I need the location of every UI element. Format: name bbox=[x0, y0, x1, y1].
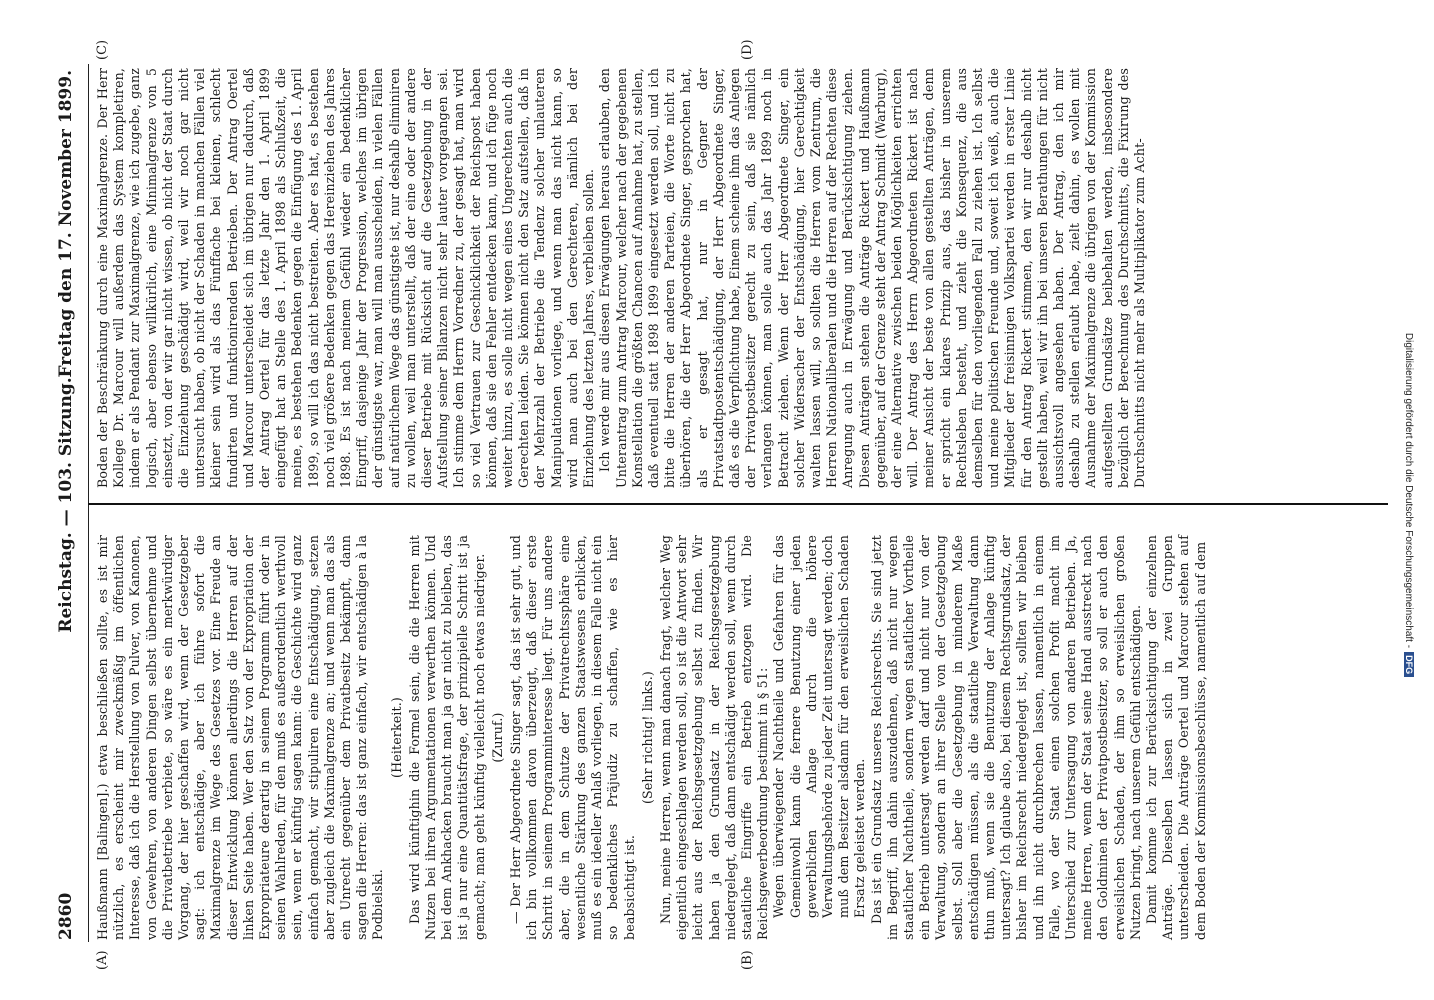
paragraph: — Der Herr Abgeordnete Singer sagt, das ist sehr gut, und ich bin vollkommen davon überzeugt, daß dieser erste Schritt in seinem Programminteresse liegt. Für uns andere aber, die in dem Schutze der Privatrechtssphäre eine wesentliche Stärkung des ganzen Staatswesens erblicken, muß es ein ideeller Anlaß vorliegen, in diesem Falle nicht ein so bedenkliches Präjudiz zu schaffen, wie es hier beabsichtigt ist. bbox=[508, 535, 637, 940]
session-date: Freitag den 17. November 1899. bbox=[56, 70, 76, 378]
page-header bbox=[56, 70, 86, 940]
paragraph: Ich werde mir aus diesen Erwägungen heraus erlauben, den Unterantrag zum Antrag Marcour, welcher nach der gegebenen Konstellation die größten Chancen auf Annahme hat, zu stellen, daß eventuell statt 1898 1899 eingesetzt werden soll, und ich bitte die Herren der anderen Parteien, die Worte nicht zu überhören, die der Herr Abgeordnete Singer, gesprochen hat, als er gesagt hat, nur in Gegner der Privatstadtpostentschädigung, der Herr Abgeordnete Singer, daß es die Verpflichtung habe, Einem scheine ihm das Anlegen der Privatpostbesitzer gerecht zu sein, daß sie nämlich verlangen können, man solle auch das Jahr 1899 noch in Betracht ziehen. Wenn der Herr Abgeordnete Singer, ein solcher Widersacher der Entschädigung, hier Gerechtigkeit walten lassen will, so sollten die Herren vom Zentrum, die Herren Nationalliberalen und die Herren auf der Rechten diese Anregung auch in Erwägung und Berücksichtigung ziehen. Diesen Anträgen stehen die Anträge Rickert und Haußmann gegenüber, auf der Grenze steht der Antrag Schmidt (Warburg), der eine Alternative zwischen beiden Möglichkeiten errichten will. Der Antrag des Herrn Abgeordneten Rickert ist nach meiner Ansicht der beste von allen gestellten Anträgen, denn er spricht ein klares Prinzip aus, das bisher in unserem Rechtsleben besteht, und zieht die Konsequenz, die aus demselben für den vorliegenden Fall zu ziehen ist. Ich selbst und meine politischen Freunde und, soweit ich weiß, auch die Mitglieder der freisinnigen Volkspartei werden in erster Linie für den Antrag Rickert stimmen, den wir nur deshalb nicht gestellt haben, weil wir ihn bei unseren Berathungen für nicht aussichtsvoll angesehen haben. Der Antrag, den ich mir deshalb zu stellen erlaubt habe, zielt dahin, es wollen mit Ausnahme der Maximalgrenze die übrigen von der Kommission aufgestellten Grundsätze beibehalten werden, insbesondere bezüglich der Berechnung des Durchschnitts, die Fixirung des Durchschnitts nicht mehr als Multiplikator zum Acht- bbox=[597, 67, 1147, 488]
margin-mark-a: (A) bbox=[95, 950, 110, 970]
quoted-law: Wegen überwiegender Nachtheile und Gefahren für das Gemeinwohl kann die fernere Benutzung einer jeden gewerblichen Anlage durch die höhere Verwaltungsbehörde zu jeder Zeit untersagt werden; doch muß dem Besitzer alsdann für den erweislichen Schaden Ersatz geleistet werden. bbox=[771, 535, 868, 918]
interjection: (Zuruf.) bbox=[489, 712, 505, 763]
paragraph: Boden der Beschränkung durch eine Maximalgrenze. Der Herr Kollege Dr. Marcour will außerdem das System kompletiren, indem er als Pendant zur Maximalgrenze, wie ich zugebe, ganz logisch, aber ebenso willkürlich, eine Minimalgrenze von 5 einsetzt, von der wir gar nicht wissen, ob nicht der Staat durch die Einziehung geschädigt wird, weil wir noch gar nicht untersucht haben, ob nicht der Schaden in manchen Fällen viel kleiner sein wird als das Fünffache bei kleinen, schlecht fundirten und funktionirenden Betrieben. Der Antrag Oertel und Marcour unterscheidet sich im übrigen nur dadurch, daß der Antrag Oertel für das letzte Jahr den 1. April 1899 eingefügt hat an Stelle des 1. April 1898 als Schlußzeit, die meine, es bestehen Bedenken gegen die Einfügung des 1. April 1899, so will ich das nicht bestreiten. Aber es hat, es bestehen noch viel größere Bedenken gegen das Hereinziehen des Jahres 1898. Es ist nach meinem Gefühl wieder ein bedenklicher Eingriff, dasjenige Jahr der Progression, welches im übrigen der günstigste war, man will man ausscheiden, in vielen Fällen auf natürlichem Wege das günstigste ist, nur deshalb eliminiren zu wollen, weil man unterstellt, daß der eine oder der andere dieser Betriebe mit Rücksicht auf die Gesetzgebung in der Aufstellung seiner Bilanzen nicht sehr lauter vorgegangen sei. Ich stimme dem Herrn Vorredner zu, der gesagt hat, man wird so viel Vertrauen zur Geschicklichkeit der Reichspost haben können, daß sie den Fehler entdecken kann, und ich füge noch weiter hinzu, es solle nicht wegen eines Ungerechten auch die Gerechten leiden. Sie können nicht den Satz aufstellen, daß in der Mehrzahl der Betriebe die Tendenz solcher unlauteren Manipulationen vorliege, und wenn man das nicht kann, so wird man auch bei den Gerechteren, nämlich bei der Einziehung des letzten Jahres, verbleiben sollen. bbox=[95, 68, 597, 488]
paragraph: Das wird künftighin die Formel sein, die die Herren mit Nutzen bei ihren Argumentationen verwerthen können. Und bei dem Ankhacken braucht man ja gar nicht zu bleiben, das ist ja nur eine Quantitätsfrage, der prinzipielle Schritt ist ja gemacht; man geht künftig vielleicht noch etwas niedriger. bbox=[406, 535, 487, 940]
margin-mark-b: (B) bbox=[740, 950, 755, 970]
dfg-logo: DFG bbox=[1404, 652, 1414, 677]
paragraph: Das ist ein Grundsatz unseres Reichsrechts. Sie sind jetzt im Begriff, ihn dahin auszudehnen, daß nicht nur wegen staatlicher Nachtheile, sondern wegen staatlicher Vortheile ein Betrieb untersagt werden darf und nicht nur von der Verwaltung, sondern an ihrer Stelle von der Gesetzgebung selbst. Soll aber die Gesetzgebung in minderem Maße entschädigen müssen, als die staatliche Verwaltung dann thun muß, wenn sie die Benutzung der Anlage künftig untersagt? Ich glaube also, bei diesem Rechtsgrundsatz, der bisher im Reichsrecht niedergelegt ist, sollten wir bleiben und ihn nicht durchbrechen lassen, namentlich in einem Falle, wo der Staat einen solchen Profit macht im Unterschied zur Untersagung von anderen Betrieben. Ja, meine Herren, wenn der Staat seine Hand ausstreckt nach den Goldminen der Privatpostbesitzer, so soll er auch den erweislichen Schaden, der ihm so erweislichen großen Nutzen bringt, nach unserem Gefühl entschädigen. bbox=[868, 535, 1143, 940]
paragraph: Haußmann [Balingen].) etwa beschließen sollte, es ist mir nützlich, es erscheint mir zweckmäßig im öffentlichen Interesse, daß ich die Herstellung von Pulver, von Kanonen, von Gewehren, von anderen Dingen selbst übernehme und die Privatbetriebe verbiete, so wäre es ein merkwürdiger Vorgang, der hier geschaffen wird, wenn der Gesetzgeber sagt: ich entschädige, aber ich führe sofort die Maximalgrenze im Wege des Gesetzes vor. Eine Freude an dieser Entwicklung können allerdings die Herren auf der linken Seite haben. Wer den Satz von der Expropriation der Expropriateure derartig in seinem Programm führt oder in seinen Wahlreden, für den muß es außerordentlich werthvoll sein, wenn er künftig sagen kann: die Geschichte wird ganz einfach gemacht, wir stipuliren eine Entschädigung, setzen aber zugleich die Maximalgrenze an; und wenn man das als ein Unrecht gegenüber dem Privatbesitz bekämpft, dann sagen die Herren: das ist ganz einfach, wir entschädigen à la Podbielski. bbox=[95, 535, 386, 940]
page-number: 2860 bbox=[56, 892, 76, 940]
credit-text: Digitalisierung gefördert durch die Deutsche Forschungsgemeinschaft - bbox=[1403, 332, 1414, 649]
paragraph: Damit komme ich zur Berücksichtigung der einzelnen Anträge. Dieselben lassen sich in zwei Gruppen unterscheiden. Die Anträge Oertel und Marcour stehen auf dem Boden der Kommissionsbeschlüsse, namentlich auf dem bbox=[1144, 535, 1208, 940]
left-column bbox=[95, 535, 1209, 940]
interjection: (Heiterkeit.) bbox=[388, 697, 404, 778]
digitization-credit bbox=[1398, 10, 1414, 1000]
paragraph: Nun, meine Herren, wenn man danach fragt, welcher Weg eigentlich eingeschlagen werden soll, so ist die Antwort sehr leicht aus der Reichsgesetzgebung selbst zu finden. Wir haben ja den Grundsatz in der Reichsgesetzgebung niedergelegt, daß dann entschädigt werden soll, wenn durch staatliche Eingriffe ein Betrieb entzogen wird. Die Reichsgewerbeordnung bestimmt in § 51: bbox=[657, 535, 771, 940]
interjection: (Sehr richtig! links.) bbox=[639, 670, 655, 805]
column-divider bbox=[88, 503, 1388, 505]
right-column bbox=[95, 68, 1148, 488]
margin-mark-c: (C) bbox=[95, 39, 110, 60]
page-title: Reichstag. — 103. Sitzung. bbox=[56, 377, 76, 633]
margin-mark-d: (D) bbox=[740, 39, 755, 60]
